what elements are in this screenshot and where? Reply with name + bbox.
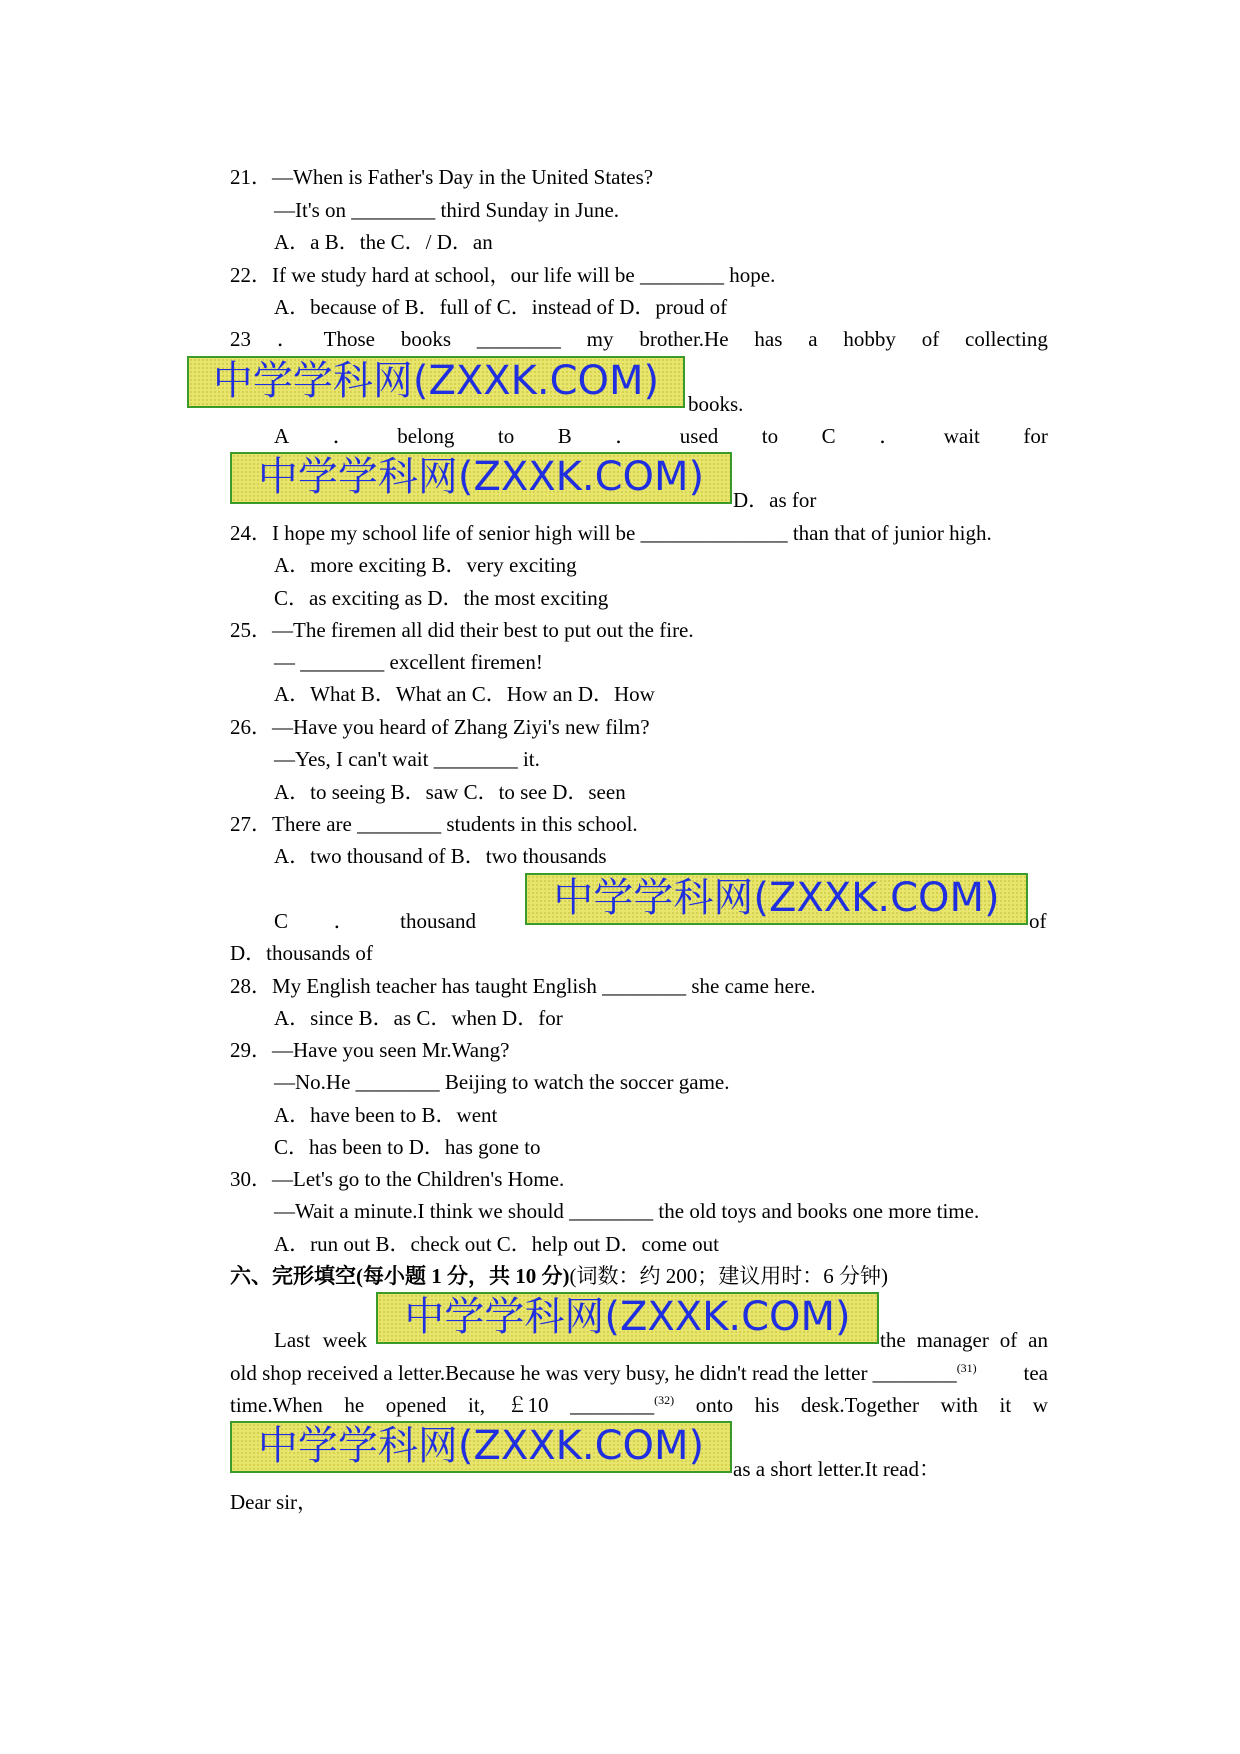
watermark-banner: 中学学科网(ZXXK.COM) — [376, 1292, 879, 1344]
q22-stem: 22．If we study hard at school，our life will be ________ hope. — [230, 263, 776, 287]
q29-options-cd: C．has been to D．has gone to — [274, 1135, 541, 1159]
q27-option-d: D．thousands of — [230, 941, 373, 965]
watermark-banner: 中学学科网(ZXXK.COM) — [187, 356, 685, 408]
blank-number-32: (32) — [654, 1393, 675, 1407]
q23-options: A ． belong to B ． used to C ． wait for — [274, 424, 1048, 448]
q24-stem: 24．I hope my school life of senior high will be ______________ than that of junior high. — [230, 521, 992, 545]
watermark-banner: 中学学科网(ZXXK.COM) — [230, 452, 732, 504]
passage-salutation: Dear sir， — [230, 1490, 319, 1514]
q27-stem: 27．There are ________ students in this school. — [230, 812, 638, 836]
q23-tail: books. — [688, 392, 744, 416]
q27-options-ab: A．two thousand of B．two thousands — [274, 844, 607, 868]
q26-answer: —Yes, I can't wait ________ it. — [274, 747, 540, 771]
watermark-banner: 中学学科网(ZXXK.COM) — [230, 1421, 732, 1473]
q21-answer: —It's on ________ third Sunday in June. — [274, 198, 620, 222]
passage-line-2: old shop received a letter.Because he was very busy, he didn't read the letter ________$^{(31)}$ tea — [230, 1361, 1048, 1385]
q29-options-ab: A．have been to B．went — [274, 1103, 498, 1127]
q25-stem: 25．—The firemen all did their best to put out the fire. — [230, 618, 694, 642]
passage-line-1-left: Last week — [274, 1328, 367, 1352]
q27-option-c-tail: of — [1029, 909, 1047, 933]
q25-answer: — ________ excellent firemen! — [274, 650, 543, 674]
watermark-banner: 中学学科网(ZXXK.COM) — [525, 873, 1028, 925]
q21-options: A．a B．the C．/ D．an — [274, 230, 493, 254]
q27-option-c: C ． thousand — [274, 909, 476, 933]
section-heading: 六、完形填空(每小题 1 分，共 10 分)(词数：约 200；建议用时：6 分钟) — [230, 1264, 888, 1288]
q30-options: A．run out B．check out C．help out D．come out — [274, 1232, 720, 1256]
passage-line-1-right: the manager of an — [880, 1328, 1048, 1352]
q26-stem: 26．—Have you heard of Zhang Ziyi's new film? — [230, 715, 650, 739]
q29-answer: —No.He ________ Beijing to watch the soccer game. — [274, 1070, 730, 1094]
q23-stem: 23 ． Those books ________ my brother.He has a hobby of collecting — [230, 327, 1048, 351]
q26-options: A．to seeing B．saw C．to see D．seen — [274, 780, 626, 804]
blank-number-31: (31) — [956, 1361, 977, 1375]
q29-stem: 29．—Have you seen Mr.Wang? — [230, 1038, 510, 1062]
q30-stem: 30．—Let's go to the Children's Home. — [230, 1167, 565, 1191]
q21-stem: 21．—When is Father's Day in the United States? — [230, 165, 654, 189]
q28-stem: 28．My English teacher has taught English ________ she came here. — [230, 974, 816, 998]
q28-options: A．since B．as C．when D．for — [274, 1006, 563, 1030]
passage-line-3: time.When he opened it, ￡10 ________$^{(32)}$ onto his desk.Together with it w — [230, 1393, 1048, 1417]
q24-options-cd: C．as exciting as D．the most exciting — [274, 586, 609, 610]
q24-options-ab: A．more exciting B．very exciting — [274, 553, 577, 577]
q22-options: A．because of B．full of C．instead of D．proud of — [274, 295, 728, 319]
q23-option-d: D．as for — [733, 488, 817, 512]
q30-answer: —Wait a minute.I think we should ________ the old toys and books one more time. — [274, 1199, 980, 1223]
q25-options: A．What B．What an C．How an D．How — [274, 682, 655, 706]
passage-line-4: as a short letter.It read： — [733, 1457, 941, 1481]
